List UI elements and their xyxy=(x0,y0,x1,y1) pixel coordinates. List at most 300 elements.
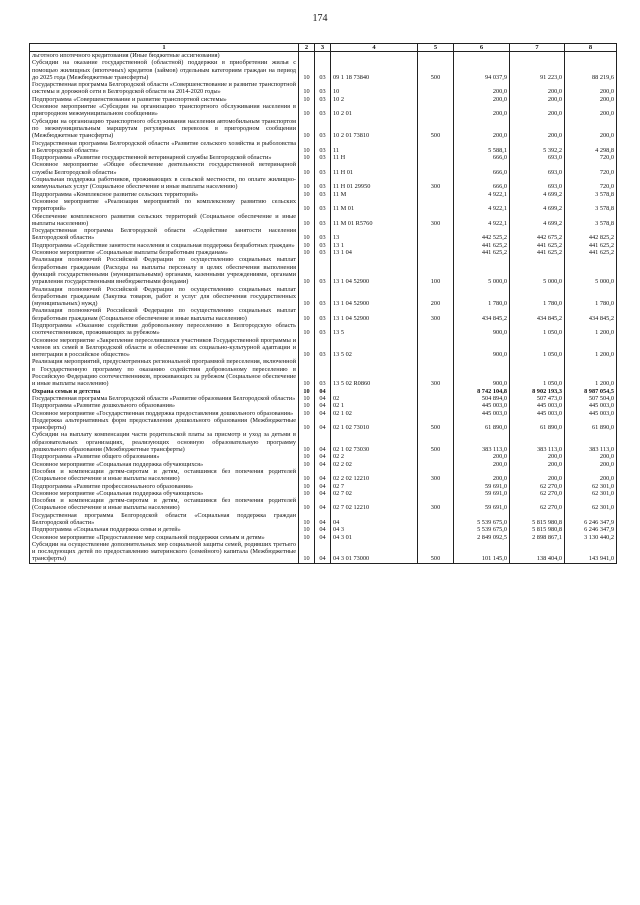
row-target-code: 13 xyxy=(331,227,418,242)
row-amount-year1: 666,0 xyxy=(454,161,510,176)
row-subsection: 04 xyxy=(315,388,331,395)
row-amount-year1: 4 922,1 xyxy=(454,191,510,198)
row-description: Основное мероприятие «Реализация мероприятий по комплексному развитию сельских территорий» xyxy=(30,198,299,213)
row-amount-year3: 441 625,2 xyxy=(565,242,617,249)
table-row xyxy=(30,410,617,417)
table-row xyxy=(30,191,617,198)
row-description: Подпрограмма «Развитие дошкольного образования» xyxy=(30,402,299,409)
row-amount-year2: 441 625,2 xyxy=(510,249,565,256)
row-amount-year3: 200,0 xyxy=(565,461,617,468)
row-description: Государственная программа Белгородской области «Содействие занятости населения Белгородской области» xyxy=(30,227,299,242)
column-header: 6 xyxy=(454,44,510,52)
row-target-code: 13 1 04 52900 xyxy=(331,256,418,285)
row-amount-year2: 1 780,0 xyxy=(510,286,565,308)
row-amount-year1: 5 539 675,0 xyxy=(454,526,510,533)
row-amount-year1: 666,0 xyxy=(454,176,510,191)
row-description: Реализация мероприятий, предусмотренных региональной программой переселения, включенной в Государственную программу по оказанию содействия добровольному переселению в Российскую Федерацию соотечественников, проживающих за рубежом (Социальное обеспечение и иные выплаты населению) xyxy=(30,358,299,387)
row-amount-year2: 138 404,0 xyxy=(510,541,565,563)
table-row xyxy=(30,431,617,453)
row-amount-year3: 720,0 xyxy=(565,176,617,191)
row-expense-type: 500 xyxy=(418,118,454,140)
row-amount-year1: 2 849 092,5 xyxy=(454,534,510,541)
row-section: 10 xyxy=(299,410,315,417)
row-amount-year3: 1 780,0 xyxy=(565,286,617,308)
column-header: 5 xyxy=(418,44,454,52)
row-section: 10 xyxy=(299,490,315,497)
row-amount-year3: 62 301,0 xyxy=(565,497,617,512)
row-section: 10 xyxy=(299,96,315,103)
row-section: 10 xyxy=(299,249,315,256)
row-amount-year1: 441 625,2 xyxy=(454,242,510,249)
row-target-code: 13 1 04 52900 xyxy=(331,286,418,308)
row-section: 10 xyxy=(299,191,315,198)
row-section: 10 xyxy=(299,395,315,402)
row-section: 10 xyxy=(299,526,315,533)
row-amount-year3: 720,0 xyxy=(565,154,617,161)
row-subsection: 03 xyxy=(315,118,331,140)
row-expense-type xyxy=(418,461,454,468)
row-amount-year1: 200,0 xyxy=(454,103,510,118)
header-row xyxy=(30,44,617,52)
row-subsection: 03 xyxy=(315,161,331,176)
row-amount-year3: 200,0 xyxy=(565,81,617,96)
table-row xyxy=(30,52,617,60)
row-amount-year1: 200,0 xyxy=(454,453,510,460)
row-amount-year3: 3 130 440,2 xyxy=(565,534,617,541)
table-row xyxy=(30,468,617,483)
row-amount-year2: 445 003,0 xyxy=(510,402,565,409)
row-amount-year2: 1 050,0 xyxy=(510,358,565,387)
table-row xyxy=(30,242,617,249)
row-description: Обеспечение комплексного развития сельских территорий (Социальное обеспечение и иные выплаты населению) xyxy=(30,213,299,228)
table-row xyxy=(30,103,617,118)
row-description: Реализация полномочий Российской Федерации по осуществлению социальных выплат безработным гражданам (Закупка товаров, работ и услуг для обеспечения государственных (муниципальных) нужд) xyxy=(30,286,299,308)
table-row xyxy=(30,388,617,395)
row-amount-year3: 442 825,2 xyxy=(565,227,617,242)
row-amount-year1: 4 922,1 xyxy=(454,198,510,213)
row-section: 10 xyxy=(299,81,315,96)
row-description: Субсидии на оказание государственной (областной) поддержки в приобретении жилья с помощью жилищных (ипотечных) кредитов (займов) отдельным категориям граждан на период до 2025 года (Межбюджетные трансферты) xyxy=(30,59,299,81)
table-row xyxy=(30,256,617,285)
row-amount-year1: 504 894,0 xyxy=(454,395,510,402)
row-expense-type xyxy=(418,483,454,490)
row-description: Подпрограмма «Содействие занятости населения и социальная поддержка безработных граждан» xyxy=(30,242,299,249)
row-amount-year3: 200,0 xyxy=(565,96,617,103)
row-section: 10 xyxy=(299,242,315,249)
row-amount-year2: 200,0 xyxy=(510,103,565,118)
row-section: 10 xyxy=(299,198,315,213)
row-target-code: 11 М 01 R5760 xyxy=(331,213,418,228)
row-amount-year1: 383 113,0 xyxy=(454,431,510,453)
table-row xyxy=(30,213,617,228)
table-row xyxy=(30,118,617,140)
row-description: Основное мероприятие «Субсидии на организацию транспортного обслуживания населения в пригородном межмуниципальном сообщении» xyxy=(30,103,299,118)
row-section: 10 xyxy=(299,337,315,359)
row-expense-type xyxy=(418,490,454,497)
row-subsection: 03 xyxy=(315,96,331,103)
row-amount-year3: 6 246 347,9 xyxy=(565,512,617,527)
table-row xyxy=(30,59,617,81)
row-subsection: 04 xyxy=(315,395,331,402)
row-subsection: 03 xyxy=(315,176,331,191)
row-section: 10 xyxy=(299,103,315,118)
row-amount-year1: 59 691,0 xyxy=(454,490,510,497)
row-subsection: 04 xyxy=(315,512,331,527)
row-amount-year1: 445 003,0 xyxy=(454,402,510,409)
row-section: 10 xyxy=(299,286,315,308)
row-subsection: 03 xyxy=(315,358,331,387)
row-description: Основное мероприятие «Закрепление переселившихся участников Государственной программы и членов их семей в Белгородской области и обеспечение их социально-культурной адаптации и интеграции в российское общество» xyxy=(30,337,299,359)
row-amount-year3: 3 578,8 xyxy=(565,191,617,198)
row-description: Реализация полномочий Российской Федерации по осуществлению социальных выплат безработным гражданам (Социальное обеспечение и иные выплаты населению) xyxy=(30,307,299,322)
row-amount-year2: 91 223,0 xyxy=(510,59,565,81)
row-amount-year3: 143 941,0 xyxy=(565,541,617,563)
row-amount-year1: 200,0 xyxy=(454,81,510,96)
row-amount-year2: 507 473,0 xyxy=(510,395,565,402)
table-row xyxy=(30,337,617,359)
row-target-code: 11 Н xyxy=(331,154,418,161)
row-description: Государственная программа Белгородской области «Социальная поддержка граждан Белгородской области» xyxy=(30,512,299,527)
table-row xyxy=(30,322,617,337)
row-subsection: 04 xyxy=(315,431,331,453)
row-description: Субсидии на организацию транспортного обслуживания населения автомобильным транспортом по межмуниципальным маршрутам регулярных перевозок в пригородном сообщении (Межбюджетные трансферты) xyxy=(30,118,299,140)
row-section: 10 xyxy=(299,227,315,242)
row-amount-year3: 3 578,8 xyxy=(565,198,617,213)
row-amount-year2: 442 675,2 xyxy=(510,227,565,242)
row-expense-type xyxy=(418,161,454,176)
row-amount-year3 xyxy=(565,52,617,60)
row-amount-year3: 445 003,0 xyxy=(565,410,617,417)
table-row xyxy=(30,526,617,533)
row-amount-year3: 1 200,0 xyxy=(565,322,617,337)
table-row xyxy=(30,483,617,490)
row-amount-year1: 441 625,2 xyxy=(454,249,510,256)
row-target-code: 13 5 xyxy=(331,322,418,337)
row-amount-year2: 5 815 980,8 xyxy=(510,512,565,527)
row-amount-year2: 4 699,2 xyxy=(510,191,565,198)
row-target-code: 10 2 01 73810 xyxy=(331,118,418,140)
row-subsection: 03 xyxy=(315,81,331,96)
row-expense-type xyxy=(418,322,454,337)
row-section: 10 xyxy=(299,358,315,387)
row-amount-year2: 62 270,0 xyxy=(510,483,565,490)
row-amount-year1: 442 525,2 xyxy=(454,227,510,242)
row-expense-type xyxy=(418,81,454,96)
row-expense-type: 300 xyxy=(418,307,454,322)
row-description: Пособия и компенсации детям-сиротам и детям, оставшимся без попечения родителей (Социальное обеспечение и иные выплаты населению) xyxy=(30,468,299,483)
row-description: Подпрограмма «Развитие общего образования» xyxy=(30,453,299,460)
row-description: Основное мероприятие «Общее обеспечение деятельности государственной ветеринарной службы Белгородской области» xyxy=(30,161,299,176)
row-description: Субсидии на осуществление дополнительных мер социальной защиты семей, родивших третьего и последующих детей по предоставлению материнского (семейного) капитала (Межбюджетные трансферты) xyxy=(30,541,299,563)
row-amount-year1: 200,0 xyxy=(454,96,510,103)
row-amount-year2: 434 845,2 xyxy=(510,307,565,322)
row-section: 10 xyxy=(299,483,315,490)
row-target-code: 02 1 02 xyxy=(331,410,418,417)
row-subsection: 03 xyxy=(315,198,331,213)
row-amount-year2: 200,0 xyxy=(510,461,565,468)
row-description: Пособия и компенсации детям-сиротам и детям, оставшимся без попечения родителей (Социальное обеспечение и иные выплаты населению) xyxy=(30,497,299,512)
row-amount-year1: 8 742 104,8 xyxy=(454,388,510,395)
row-subsection: 04 xyxy=(315,468,331,483)
row-expense-type xyxy=(418,410,454,417)
column-header: 1 xyxy=(30,44,299,52)
row-expense-type: 300 xyxy=(418,497,454,512)
row-subsection xyxy=(315,52,331,60)
row-section: 10 xyxy=(299,497,315,512)
row-description: Государственная программа Белгородской области «Развитие образования Белгородской области» xyxy=(30,395,299,402)
row-amount-year3: 62 301,0 xyxy=(565,483,617,490)
row-description: Охрана семьи и детства xyxy=(30,388,299,395)
row-amount-year1: 4 922,1 xyxy=(454,213,510,228)
table-row xyxy=(30,198,617,213)
row-amount-year2: 8 902 193,3 xyxy=(510,388,565,395)
row-section: 10 xyxy=(299,140,315,155)
row-target-code: 13 5 02 R0860 xyxy=(331,358,418,387)
row-subsection: 04 xyxy=(315,453,331,460)
table-row xyxy=(30,395,617,402)
table-row xyxy=(30,81,617,96)
row-description: Государственная программа Белгородской области «Совершенствование и развитие транспортной системы и дорожной сети в Белгородской области на 2014-2020 годы» xyxy=(30,81,299,96)
row-expense-type xyxy=(418,534,454,541)
row-subsection: 04 xyxy=(315,541,331,563)
row-amount-year3: 200,0 xyxy=(565,103,617,118)
row-subsection: 03 xyxy=(315,191,331,198)
row-expense-type: 300 xyxy=(418,176,454,191)
row-target-code: 13 1 04 52900 xyxy=(331,307,418,322)
row-amount-year3: 61 890,0 xyxy=(565,417,617,432)
row-expense-type: 200 xyxy=(418,286,454,308)
row-target-code: 13 5 02 xyxy=(331,337,418,359)
row-subsection: 04 xyxy=(315,526,331,533)
row-amount-year2: 4 699,2 xyxy=(510,213,565,228)
row-target-code: 10 2 xyxy=(331,96,418,103)
row-description: Социальная поддержка работников, проживающих в сельской местности, по оплате жилищно-коммунальных услуг (Социальное обеспечение и иные выплаты населению) xyxy=(30,176,299,191)
row-description: Подпрограмма «Оказание содействия добровольному переселению в Белгородскую область соотечественников, проживающих за рубежом» xyxy=(30,322,299,337)
column-header: 4 xyxy=(331,44,418,52)
row-amount-year3: 445 003,0 xyxy=(565,402,617,409)
row-amount-year1: 200,0 xyxy=(454,118,510,140)
row-amount-year2: 200,0 xyxy=(510,81,565,96)
column-header: 8 xyxy=(565,44,617,52)
row-amount-year3: 434 845,2 xyxy=(565,307,617,322)
row-subsection: 04 xyxy=(315,483,331,490)
row-target-code: 04 3 01 xyxy=(331,534,418,541)
row-expense-type xyxy=(418,198,454,213)
row-expense-type xyxy=(418,395,454,402)
row-amount-year2: 200,0 xyxy=(510,468,565,483)
row-amount-year2: 200,0 xyxy=(510,96,565,103)
table-row xyxy=(30,249,617,256)
column-header: 7 xyxy=(510,44,565,52)
row-expense-type xyxy=(418,337,454,359)
row-amount-year2 xyxy=(510,52,565,60)
row-amount-year3: 200,0 xyxy=(565,453,617,460)
row-amount-year1: 59 691,0 xyxy=(454,497,510,512)
row-expense-type: 300 xyxy=(418,468,454,483)
row-subsection: 03 xyxy=(315,227,331,242)
row-amount-year1: 101 145,0 xyxy=(454,541,510,563)
row-target-code: 11 М xyxy=(331,191,418,198)
row-description: Реализация полномочий Российской Федерации по осуществлению социальных выплат безработным гражданам (Расходы на выплаты персоналу в целях обеспечения выполнения функций государственными (муниципальными) органами, казенными учреждениями, органами управления государственными внебюджетными фондами) xyxy=(30,256,299,285)
row-expense-type xyxy=(418,191,454,198)
row-section: 10 xyxy=(299,322,315,337)
table-row xyxy=(30,161,617,176)
row-section: 10 xyxy=(299,256,315,285)
row-expense-type xyxy=(418,103,454,118)
row-subsection: 03 xyxy=(315,337,331,359)
row-subsection: 03 xyxy=(315,140,331,155)
row-expense-type xyxy=(418,154,454,161)
row-subsection: 04 xyxy=(315,410,331,417)
row-target-code: 02 7 02 xyxy=(331,490,418,497)
row-description: Основное мероприятие «Социальная поддержка обучающихся» xyxy=(30,490,299,497)
row-target-code: 11 Н 01 xyxy=(331,161,418,176)
row-amount-year3: 507 504,0 xyxy=(565,395,617,402)
table-row xyxy=(30,497,617,512)
row-target-code: 13 1 xyxy=(331,242,418,249)
row-amount-year1: 900,0 xyxy=(454,337,510,359)
row-amount-year1: 61 890,0 xyxy=(454,417,510,432)
table-row xyxy=(30,358,617,387)
row-target-code: 02 2 xyxy=(331,453,418,460)
row-amount-year1: 434 845,2 xyxy=(454,307,510,322)
row-subsection: 03 xyxy=(315,103,331,118)
row-target-code: 09 1 18 73840 xyxy=(331,59,418,81)
row-target-code: 02 2 02 xyxy=(331,461,418,468)
row-amount-year3: 200,0 xyxy=(565,118,617,140)
row-amount-year3: 6 246 347,9 xyxy=(565,526,617,533)
row-expense-type xyxy=(418,526,454,533)
row-expense-type xyxy=(418,453,454,460)
table-row xyxy=(30,176,617,191)
row-target-code: 11 М 01 xyxy=(331,198,418,213)
row-amount-year2: 1 050,0 xyxy=(510,337,565,359)
row-expense-type xyxy=(418,512,454,527)
row-amount-year3: 8 987 054,5 xyxy=(565,388,617,395)
row-section: 10 xyxy=(299,402,315,409)
row-subsection: 04 xyxy=(315,534,331,541)
column-header: 2 xyxy=(299,44,315,52)
row-expense-type: 300 xyxy=(418,213,454,228)
row-subsection: 03 xyxy=(315,256,331,285)
row-expense-type: 300 xyxy=(418,358,454,387)
row-description: Поддержка альтернативных форм предоставления дошкольного образования (Межбюджетные трансферты) xyxy=(30,417,299,432)
row-amount-year2: 445 003,0 xyxy=(510,410,565,417)
row-description: Государственная программа Белгородской области «Развитие сельского хозяйства и рыболовства в Белгородской области» xyxy=(30,140,299,155)
row-expense-type xyxy=(418,402,454,409)
row-amount-year3: 4 298,8 xyxy=(565,140,617,155)
row-subsection: 03 xyxy=(315,286,331,308)
table-row xyxy=(30,453,617,460)
row-amount-year2: 62 270,0 xyxy=(510,497,565,512)
row-target-code: 02 1 02 73030 xyxy=(331,431,418,453)
row-amount-year1 xyxy=(454,52,510,60)
table-row xyxy=(30,541,617,563)
row-amount-year1: 1 780,0 xyxy=(454,286,510,308)
row-amount-year2: 441 625,2 xyxy=(510,242,565,249)
row-amount-year2: 61 890,0 xyxy=(510,417,565,432)
row-expense-type xyxy=(418,227,454,242)
row-description: Субсидии на выплату компенсации части родительской платы за присмотр и уход за детьми в образовательных организациях, реализующих основную образовательную программу дошкольного образования (Межбюджетные трансферты) xyxy=(30,431,299,453)
row-target-code: 04 3 xyxy=(331,526,418,533)
row-amount-year2: 1 050,0 xyxy=(510,322,565,337)
row-description: Основное мероприятие «Социальная поддержка обучающихся» xyxy=(30,461,299,468)
row-target-code: 04 xyxy=(331,512,418,527)
row-description: льготного ипотечного кредитования (Иные бюджетные ассигнования) xyxy=(30,52,299,60)
row-target-code: 02 7 02 12210 xyxy=(331,497,418,512)
row-amount-year1: 200,0 xyxy=(454,461,510,468)
row-section: 10 xyxy=(299,512,315,527)
row-description: Подпрограмма «Комплексное развитие сельских территорий» xyxy=(30,191,299,198)
row-target-code: 11 xyxy=(331,140,418,155)
row-target-code: 02 1 xyxy=(331,402,418,409)
row-section: 10 xyxy=(299,59,315,81)
row-section: 10 xyxy=(299,176,315,191)
row-target-code: 13 1 04 xyxy=(331,249,418,256)
row-section: 10 xyxy=(299,417,315,432)
row-subsection: 04 xyxy=(315,461,331,468)
row-subsection: 04 xyxy=(315,490,331,497)
row-section: 10 xyxy=(299,307,315,322)
row-expense-type xyxy=(418,96,454,103)
row-amount-year3: 1 200,0 xyxy=(565,358,617,387)
row-target-code: 10 2 01 xyxy=(331,103,418,118)
row-target-code: 02 7 xyxy=(331,483,418,490)
row-amount-year1: 59 691,0 xyxy=(454,483,510,490)
row-amount-year3: 88 219,6 xyxy=(565,59,617,81)
row-amount-year2: 4 699,2 xyxy=(510,198,565,213)
row-expense-type: 500 xyxy=(418,417,454,432)
row-section: 10 xyxy=(299,161,315,176)
row-section: 10 xyxy=(299,541,315,563)
row-amount-year1: 200,0 xyxy=(454,468,510,483)
table-row xyxy=(30,417,617,432)
row-amount-year3: 5 000,0 xyxy=(565,256,617,285)
row-amount-year2: 693,0 xyxy=(510,176,565,191)
row-amount-year1: 94 037,9 xyxy=(454,59,510,81)
row-amount-year2: 383 113,0 xyxy=(510,431,565,453)
table-row xyxy=(30,461,617,468)
row-subsection: 03 xyxy=(315,307,331,322)
row-expense-type: 500 xyxy=(418,431,454,453)
row-amount-year3: 200,0 xyxy=(565,468,617,483)
row-target-code xyxy=(331,52,418,60)
row-target-code: 11 Н 01 29950 xyxy=(331,176,418,191)
table-row xyxy=(30,96,617,103)
row-target-code: 02 2 02 12210 xyxy=(331,468,418,483)
row-expense-type xyxy=(418,52,454,60)
table-row xyxy=(30,512,617,527)
row-section: 10 xyxy=(299,388,315,395)
row-subsection: 03 xyxy=(315,59,331,81)
row-expense-type xyxy=(418,388,454,395)
row-amount-year2: 693,0 xyxy=(510,154,565,161)
row-target-code: 02 1 02 73010 xyxy=(331,417,418,432)
row-section: 10 xyxy=(299,534,315,541)
row-amount-year1: 666,0 xyxy=(454,154,510,161)
budget-table xyxy=(29,43,617,564)
row-amount-year1: 5 539 675,0 xyxy=(454,512,510,527)
table-row xyxy=(30,227,617,242)
table-row xyxy=(30,140,617,155)
row-subsection: 03 xyxy=(315,154,331,161)
row-amount-year1: 900,0 xyxy=(454,358,510,387)
row-amount-year3: 441 625,2 xyxy=(565,249,617,256)
row-subsection: 04 xyxy=(315,402,331,409)
row-description: Основное мероприятие «Государственная поддержка предоставления дошкольного образования» xyxy=(30,410,299,417)
row-target-code: 10 xyxy=(331,81,418,96)
row-section: 10 xyxy=(299,461,315,468)
